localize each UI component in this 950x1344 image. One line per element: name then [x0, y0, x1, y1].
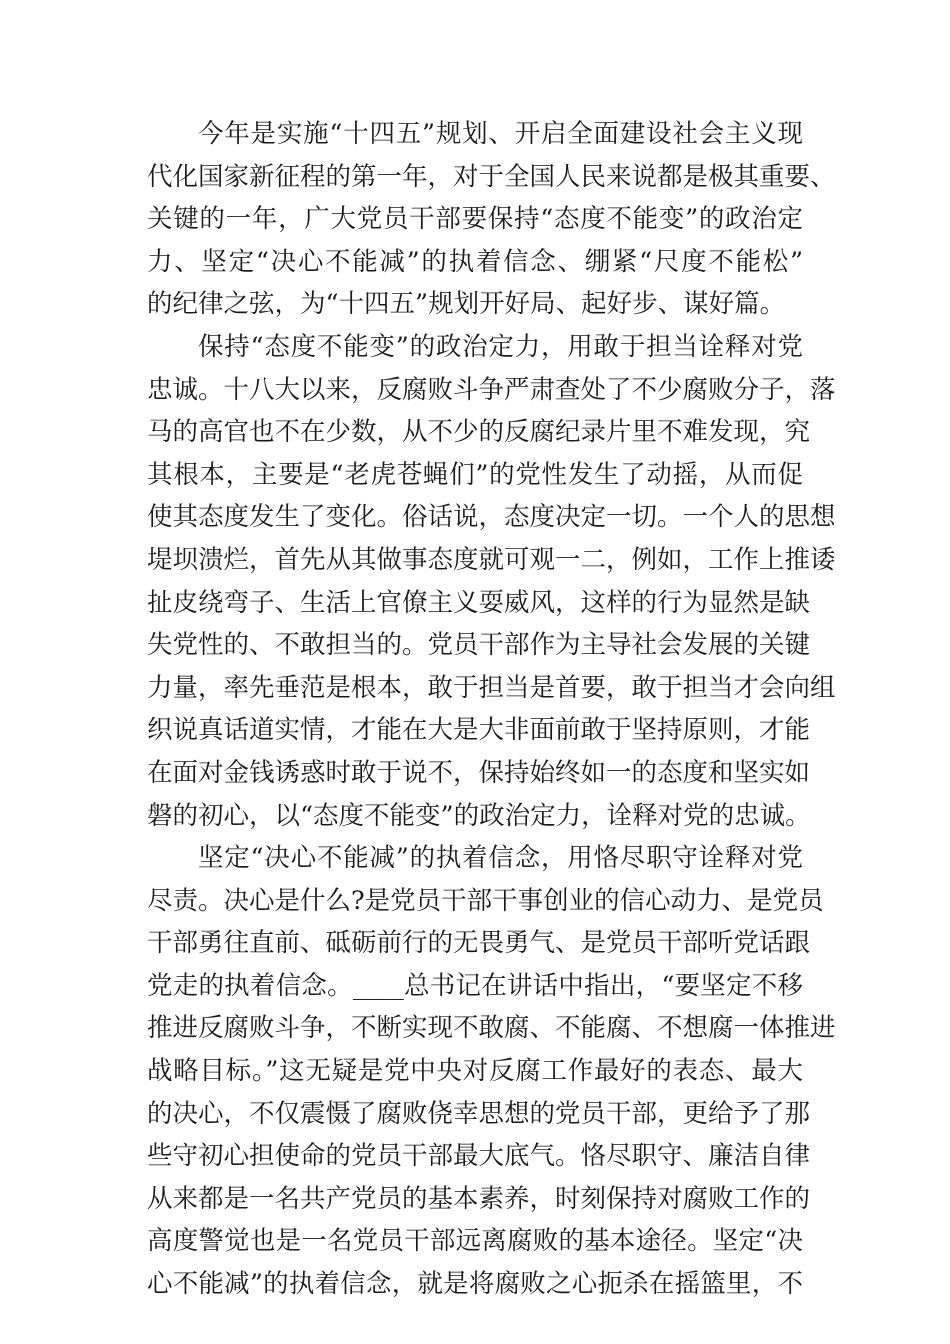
text-line: 扯皮绕弯子、生活上官僚主义耍威风，这样的行为显然是缺 — [147, 587, 811, 618]
text-line: 心不能减”的执着信念，就是将腐败之心扼杀在摇篮里，不 — [147, 1269, 803, 1300]
text-line: 失党性的、不敢担当的。党员干部作为主导社会发展的关键 — [147, 630, 811, 661]
paragraph-intro — [147, 113, 836, 326]
text-line: 战略目标。”这无疑是党中央对反腐工作最好的表态、最大 — [147, 1056, 803, 1087]
text-line: 代化国家新征程的第一年，对于全国人民来说都是极其重要、 — [147, 161, 836, 192]
text-line: 些守初心担使命的党员干部最大底气。恪尽职守、廉洁自律 — [147, 1141, 811, 1172]
text-line: 高度警觉也是一名党员干部远离腐败的基本途径。坚定“决 — [147, 1226, 803, 1257]
text-line: 的决心，不仅震慑了腐败侥幸思想的党员干部，更给予了那 — [147, 1098, 811, 1129]
text-line: 使其态度发生了变化。俗话说，态度决定一切。一个人的思想 — [147, 502, 836, 533]
text-line: 力量，率先垂范是根本，敢于担当是首要，敢于担当才会向组 — [147, 672, 836, 703]
text-line: 马的高官也不在少数，从不少的反腐纪录片里不难发现，究 — [147, 417, 811, 448]
text-line: 的纪律之弦，为“十四五”规划开好局、起好步、谋好篇。 — [147, 289, 786, 320]
text-line: 堤坝溃烂，首先从其做事态度就可观一二，例如，工作上推诿 — [147, 544, 836, 575]
text-line: 力、坚定“决心不能减”的执着信念、绷紧“尺度不能松” — [147, 246, 803, 277]
paragraph-resolve — [147, 837, 836, 1306]
text-line: 坚定“决心不能减”的执着信念，用恪尽职守诠释对党 — [198, 843, 803, 874]
text-line: 党走的执着信念。____总书记在讲话中指出，“要坚定不移 — [147, 970, 803, 1001]
paragraph-attitude — [147, 326, 836, 837]
text-line: 忠诚。十八大以来，反腐败斗争严肃查处了不少腐败分子，落 — [147, 374, 836, 405]
text-line: 关键的一年，广大党员干部要保持“态度不能变”的政治定 — [147, 204, 803, 235]
text-line: 织说真话道实情，才能在大是大非面前敢于坚持原则，才能 — [147, 715, 811, 746]
text-line: 今年是实施“十四五”规划、开启全面建设社会主义现 — [198, 119, 803, 149]
document-body — [147, 113, 836, 1306]
text-line: 从来都是一名共产党员的基本素养，时刻保持对腐败工作的 — [147, 1183, 811, 1214]
text-line: 其根本，主要是“老虎苍蝇们”的党性发生了动摇，从而促 — [147, 459, 803, 490]
text-line: 磐的初心，以“态度不能变”的政治定力，诠释对党的忠诚。 — [147, 800, 811, 831]
text-line: 推进反腐败斗争，不断实现不敢腐、不能腐、不想腐一体推进 — [147, 1013, 836, 1044]
text-line: 尽责。决心是什么?是党员干部干事创业的信心动力、是党员 — [147, 885, 824, 916]
text-line: 干部勇往直前、砥砺前行的无畏勇气、是党员干部听党话跟 — [147, 928, 811, 959]
text-line: 在面对金钱诱惑时敢于说不，保持始终如一的态度和坚实如 — [147, 757, 811, 788]
text-line: 保持“态度不能变”的政治定力，用敢于担当诠释对党 — [198, 331, 803, 362]
